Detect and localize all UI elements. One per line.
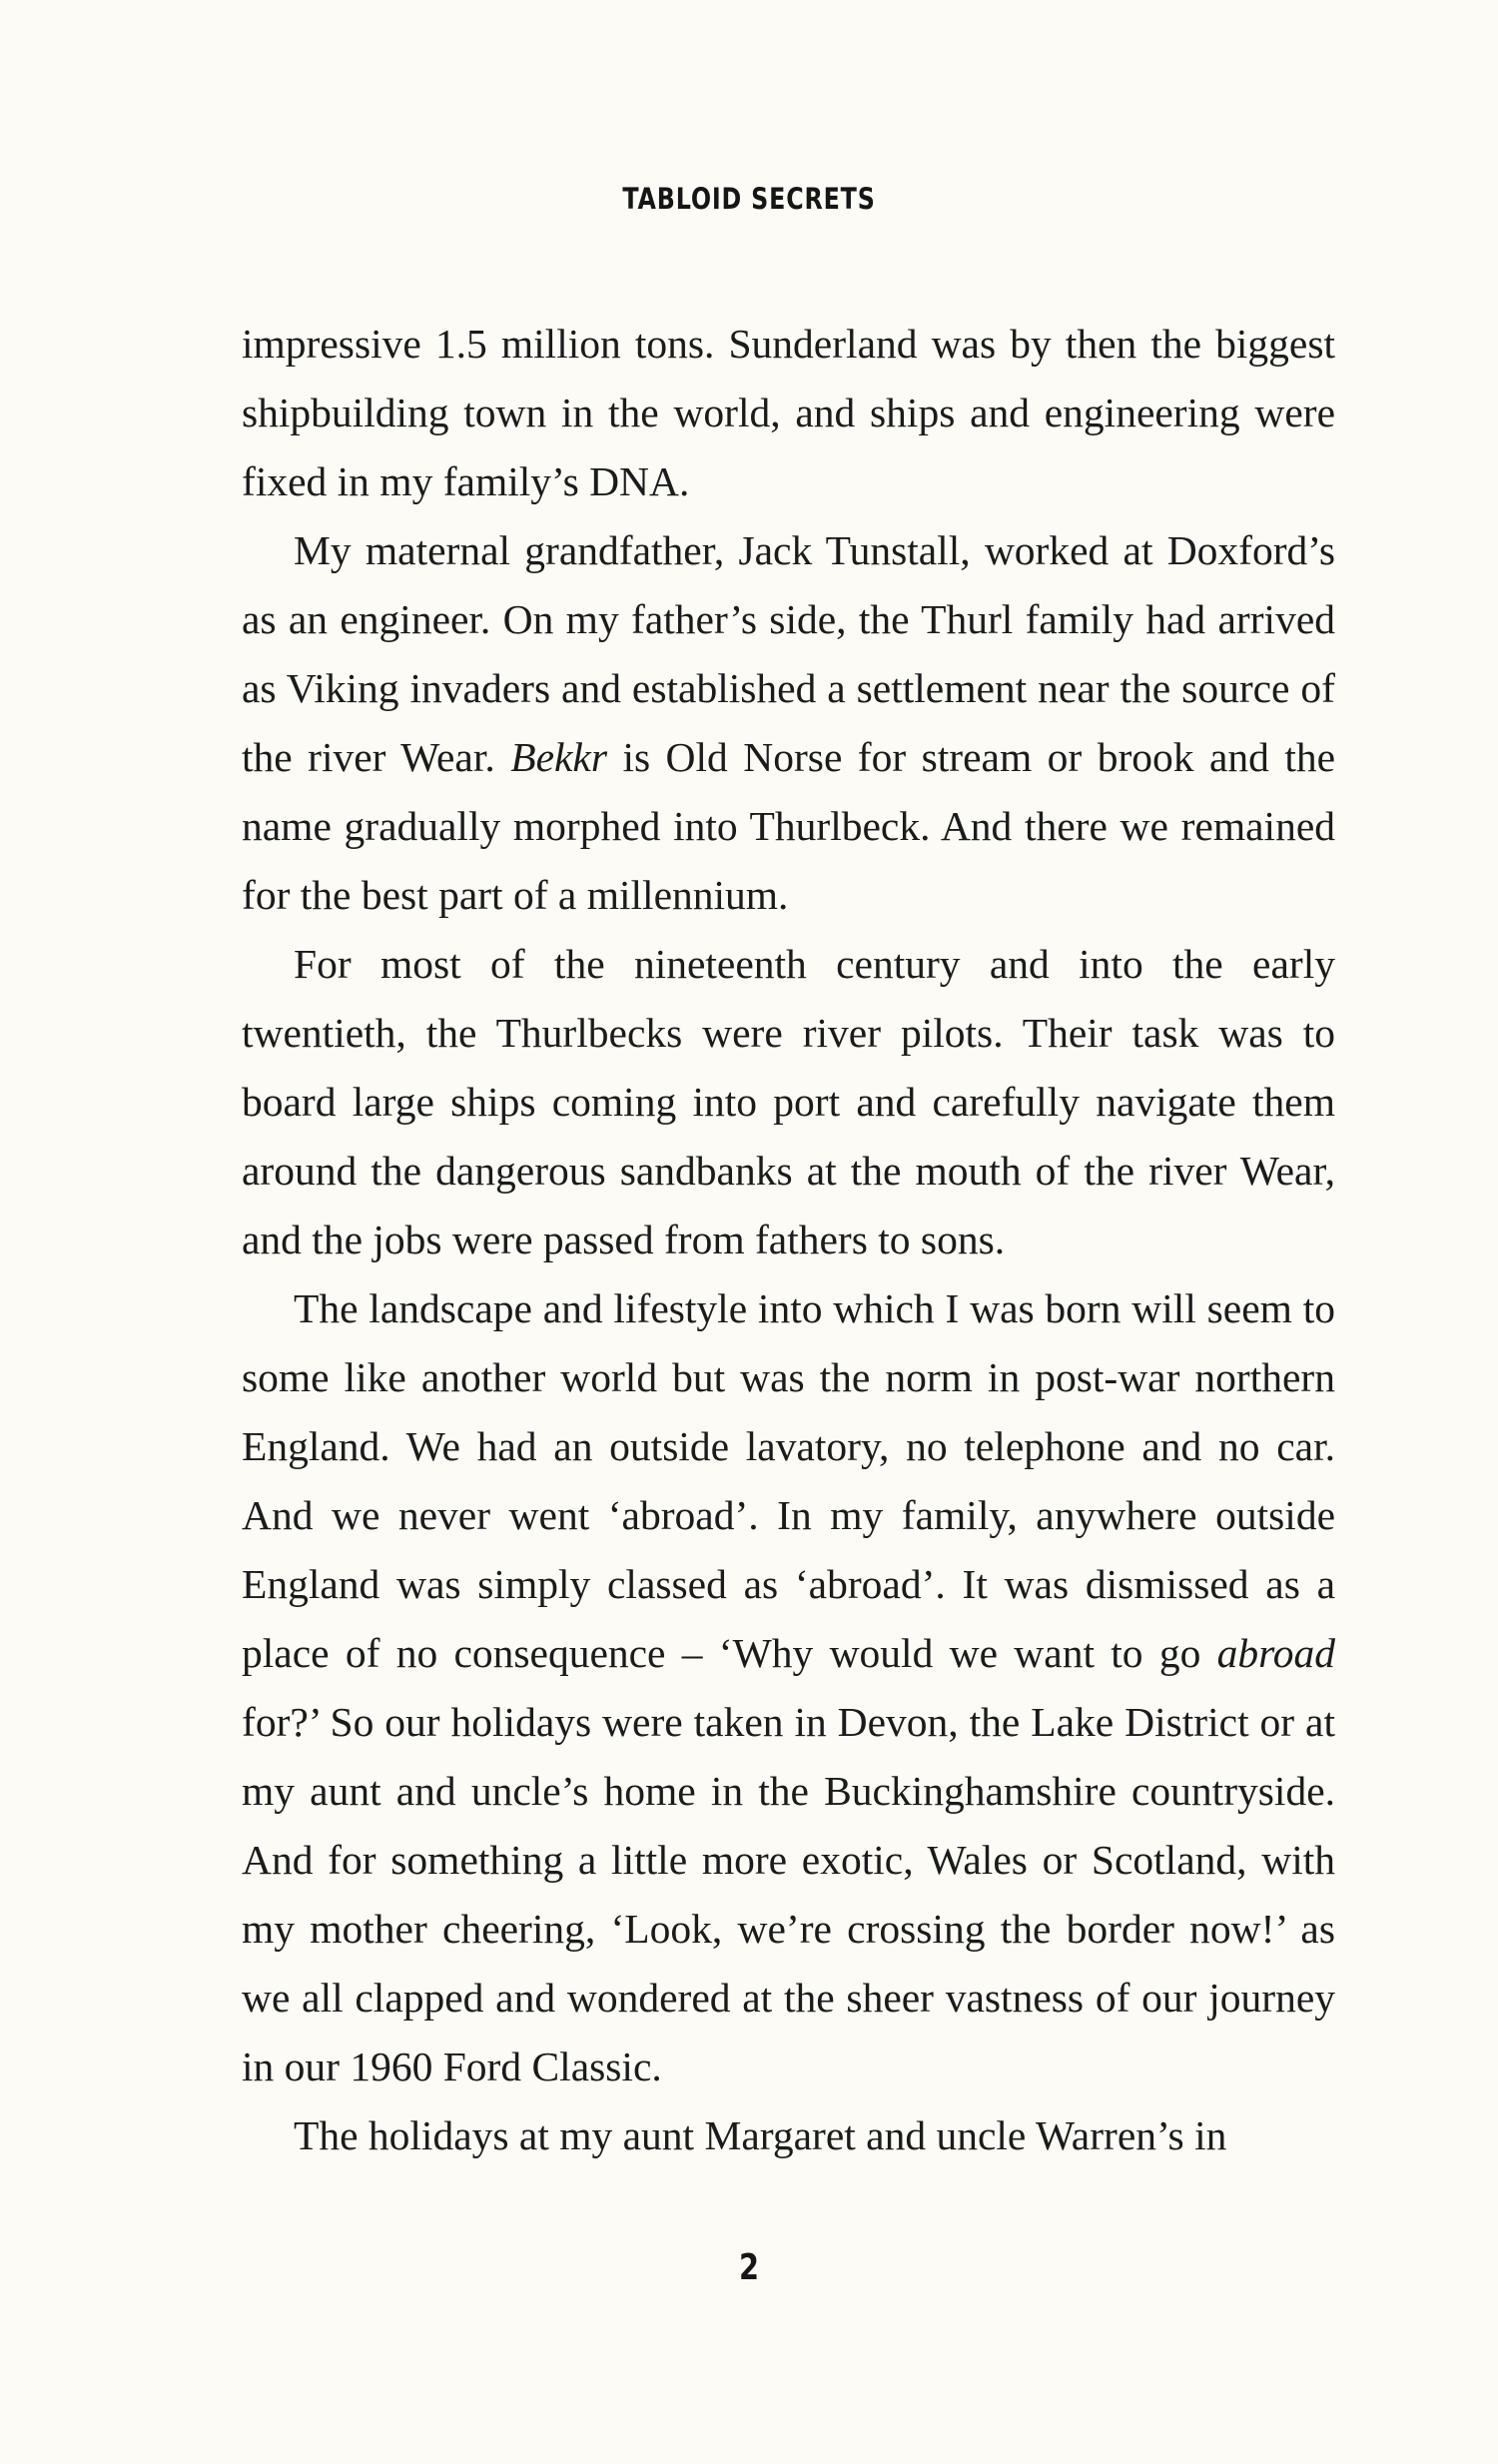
paragraph-4-italic-word: abroad bbox=[1216, 1630, 1336, 1676]
page-number: 2 bbox=[738, 2247, 760, 2288]
paragraph-2-text: My maternal grandfather, Jack Tunstall, worked at Doxford’s as an engineer. On my father’s side, the Thurl family had arrived as Viking invaders and established a settlement near the source of the river Wear. bbox=[242, 527, 1335, 780]
paragraph-4 bbox=[242, 1274, 1335, 2101]
paragraph-2-italic-term: Bekkr bbox=[510, 734, 607, 780]
paragraph-4-text-after: for?’ So our holidays were taken in Devon, the Lake District or at my aunt and uncle’s home in the Buckinghamshire countryside. And for something a little more exotic, Wales or Scotland, with my mother cheering, ‘Look, we’re crossing the border now!’ as we all clapped and wondered at the sheer vastness of our journey in our 1960 Ford Classic. bbox=[242, 1699, 1335, 2089]
paragraph-4-text-before: The landscape and lifestyle into which I was born will seem to some like another world but was the norm in post-war northern England. We had an outside lavatory, no telephone and no car. And we never went ‘abroad’. In my family, anywhere outside England was simply classed as ‘abroad’. It was dismissed as a place of no consequence – ‘Why would we want to go bbox=[242, 1285, 1335, 1676]
paragraph-2 bbox=[242, 516, 1335, 930]
running-head-title: TABLOID SECRETS bbox=[622, 182, 876, 216]
paragraph-3: For most of the nineteenth century and into the early twentieth, the Thurlbecks were river pilots. Their task was to board large ships coming into port and carefully navigate them around the dangerous sandbanks at the mouth of the river Wear, and the jobs were passed from fathers to sons. bbox=[242, 941, 1335, 1262]
paragraph-1: impressive 1.5 million tons. Sunderland was by then the biggest shipbuilding town in the world, and ships and engineering were fixed in my family’s DNA. bbox=[242, 321, 1335, 504]
paragraph-5: The holidays at my aunt Margaret and uncle Warren’s in bbox=[294, 2112, 1227, 2158]
paragraph-2-text-continued: is Old Norse for stream or brook and the name gradually morphed into Thurlbeck. And there we remained for the best part of a millennium. bbox=[242, 734, 1336, 918]
body-text bbox=[242, 310, 1335, 2170]
